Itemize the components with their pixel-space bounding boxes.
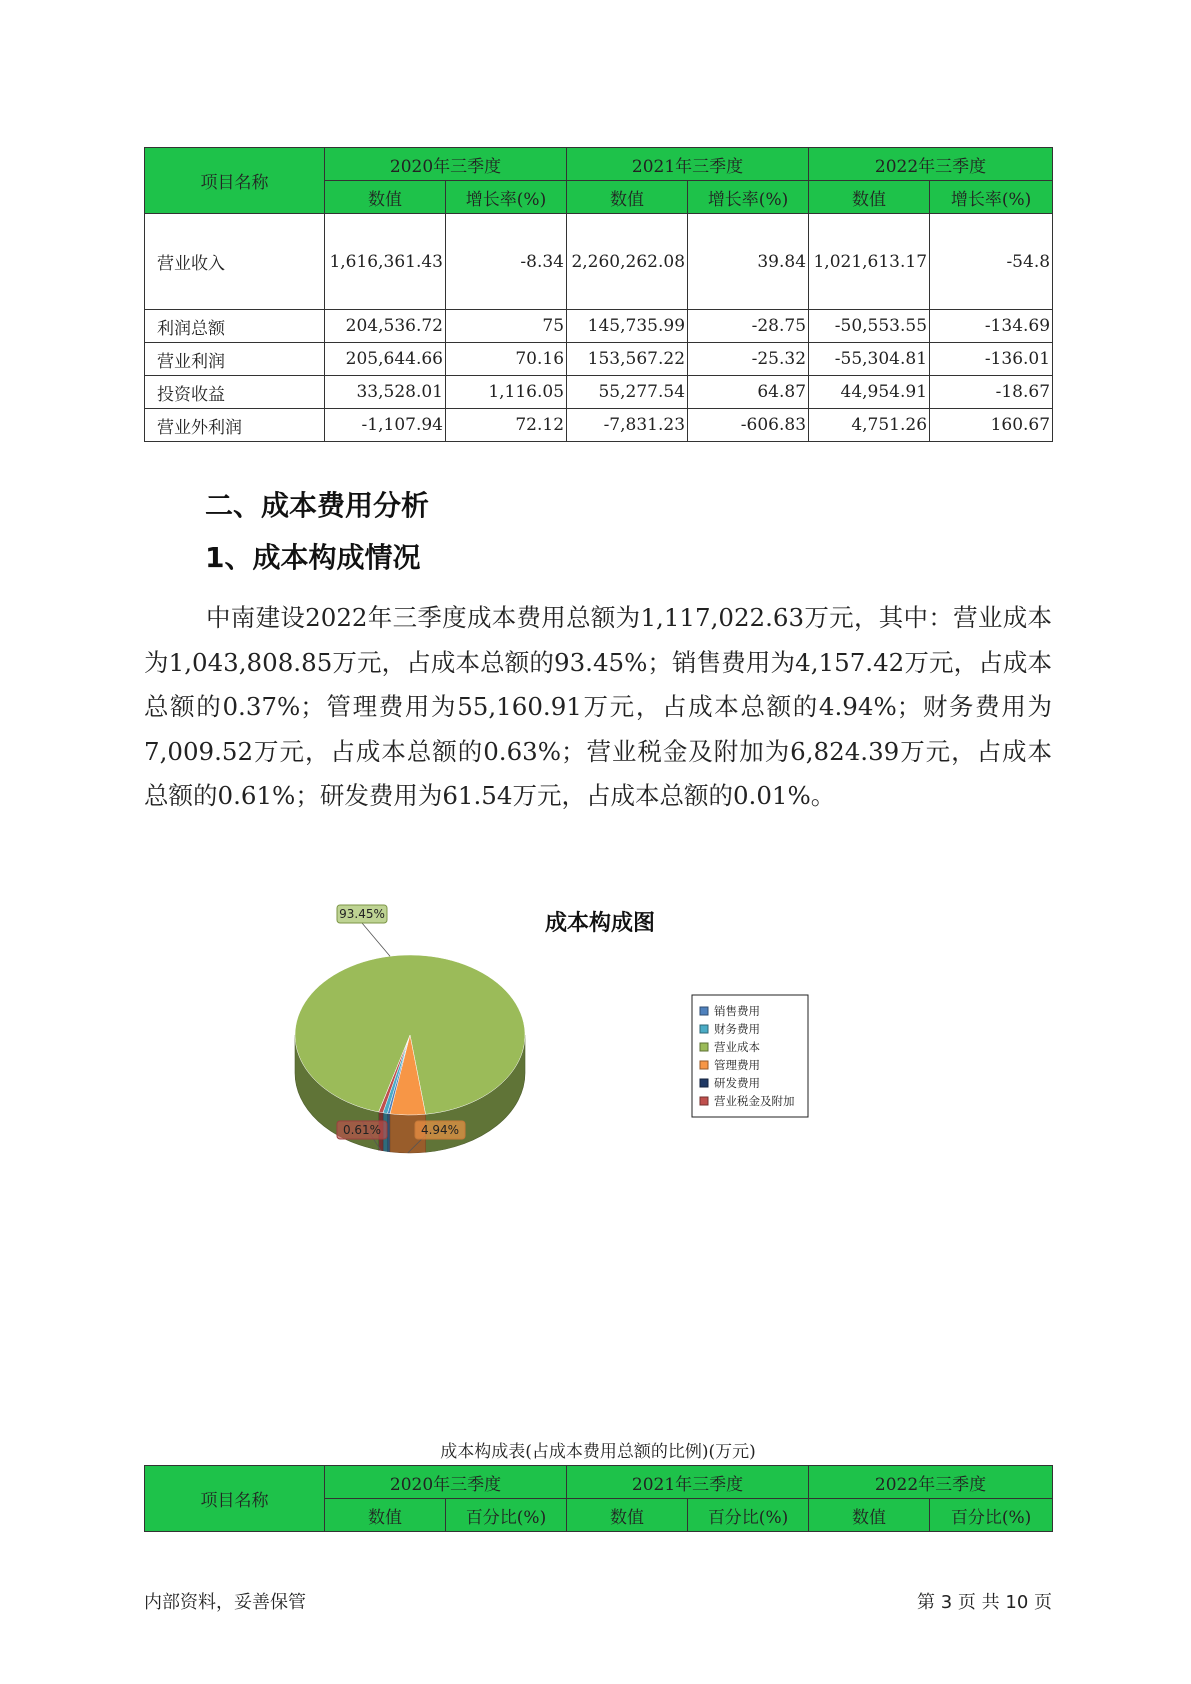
header-period: 2021年三季度 [567,1466,809,1499]
legend-label-3: 管理费用 [714,1058,760,1072]
subsection-heading: 1、成本构成情况 [205,541,421,574]
header-value: 数值 [809,1499,930,1532]
header-period: 2021年三季度 [567,148,809,181]
table-cell: -18.67 [930,376,1053,409]
pie-side-0 [387,1113,390,1151]
legend-swatch-5 [700,1097,708,1105]
table-cell: 75 [446,310,567,343]
legend-label-0: 销售费用 [714,1004,760,1018]
header-percent: 百分比(%) [930,1499,1053,1532]
cost-table [144,1465,1053,1532]
table-row [145,409,1053,442]
header-value: 数值 [567,1499,688,1532]
table-cell: -134.69 [930,310,1053,343]
table-cell: -7,831.23 [567,409,688,442]
table-cell: 64.87 [688,376,809,409]
table-cell: 4,751.26 [809,409,930,442]
paragraph-text: 中南建设2022年三季度成本费用总额为1,117,022.63万元，其中：营业成本为1,043,808.85万元，占成本总额的93.45%；销售费用为4,157.42万元，占成本总额的0.37%；管理费用为55,160.91万元，占成本总额的4.94%；财务费用为7,009.52万元，占成本总额的0.63%；营业税金及附加为6,824.39万元，占成本总额的0.61%；研发费用为61.54万元，占成本总额的0.01%。 [144,603,1052,810]
header-growth: 增长率(%) [930,181,1053,214]
row-name: 营业收入 [145,214,325,310]
header-period: 2020年三季度 [325,1466,567,1499]
page-number: 第 3 页 共 10 页 [917,1592,1052,1613]
analysis-paragraph [144,596,1052,819]
table-cell: -54.8 [930,214,1053,310]
table-cell: 39.84 [688,214,809,310]
table-cell: 44,954.91 [809,376,930,409]
table-cell: 55,277.54 [567,376,688,409]
header-growth: 增长率(%) [446,181,567,214]
table-row [145,214,1053,310]
financial-table [144,147,1053,442]
header-item-name: 项目名称 [145,1466,325,1532]
legend-label-5: 营业税金及附加 [714,1094,795,1108]
header-value: 数值 [809,181,930,214]
legend-label-1: 财务费用 [714,1022,760,1036]
header-percent: 百分比(%) [446,1499,567,1532]
table-row [145,343,1053,376]
table-caption: 成本构成表(占成本费用总额的比例)(万元) [440,1442,756,1462]
row-name: 营业利润 [145,343,325,376]
footer-confidential: 内部资料，妥善保管 [144,1592,306,1613]
table-row [145,376,1053,409]
table-row [145,310,1053,343]
legend-swatch-0 [700,1007,708,1015]
cost-composition-chart [280,895,920,1250]
header-value: 数值 [567,181,688,214]
legend-swatch-2 [700,1043,708,1051]
table-cell: -55,304.81 [809,343,930,376]
data-label-2: 4.94% [420,1123,460,1137]
legend-swatch-1 [700,1025,708,1033]
row-name: 营业外利润 [145,409,325,442]
table-cell: 160.67 [930,409,1053,442]
table-cell: -8.34 [446,214,567,310]
header-percent: 百分比(%) [688,1499,809,1532]
table-cell: 1,616,361.43 [325,214,446,310]
table-cell: 33,528.01 [325,376,446,409]
table-cell: -28.75 [688,310,809,343]
row-name: 投资收益 [145,376,325,409]
table-cell: -606.83 [688,409,809,442]
leader-line-0 [362,923,390,956]
table-cell: 153,567.22 [567,343,688,376]
table-cell: 204,536.72 [325,310,446,343]
legend-label-4: 研发费用 [714,1076,760,1090]
table-cell: -136.01 [930,343,1053,376]
table-cell: 2,260,262.08 [567,214,688,310]
header-value: 数值 [325,181,446,214]
pie-group [295,955,525,1153]
header-item-name: 项目名称 [145,148,325,214]
table-cell: 1,116.05 [446,376,567,409]
table-cell: -50,553.55 [809,310,930,343]
header-value: 数值 [325,1499,446,1532]
table-cell: 205,644.66 [325,343,446,376]
table-cell: 145,735.99 [567,310,688,343]
legend-swatch-3 [700,1061,708,1069]
data-label-1: 0.61% [342,1123,382,1137]
chart-legend [692,995,808,1117]
row-name: 利润总额 [145,310,325,343]
section-heading: 二、成本费用分析 [205,489,430,522]
data-label-0: 93.45% [339,907,385,921]
chart-title: 成本构成图 [544,911,656,936]
table-cell: 1,021,613.17 [809,214,930,310]
header-period: 2022年三季度 [809,148,1053,181]
legend-swatch-4 [700,1079,708,1087]
table-cell: 70.16 [446,343,567,376]
legend-label-2: 营业成本 [714,1040,760,1054]
header-growth: 增长率(%) [688,181,809,214]
header-period: 2020年三季度 [325,148,567,181]
table-cell: 72.12 [446,409,567,442]
table-cell: -1,107.94 [325,409,446,442]
table-cell: -25.32 [688,343,809,376]
header-period: 2022年三季度 [809,1466,1053,1499]
